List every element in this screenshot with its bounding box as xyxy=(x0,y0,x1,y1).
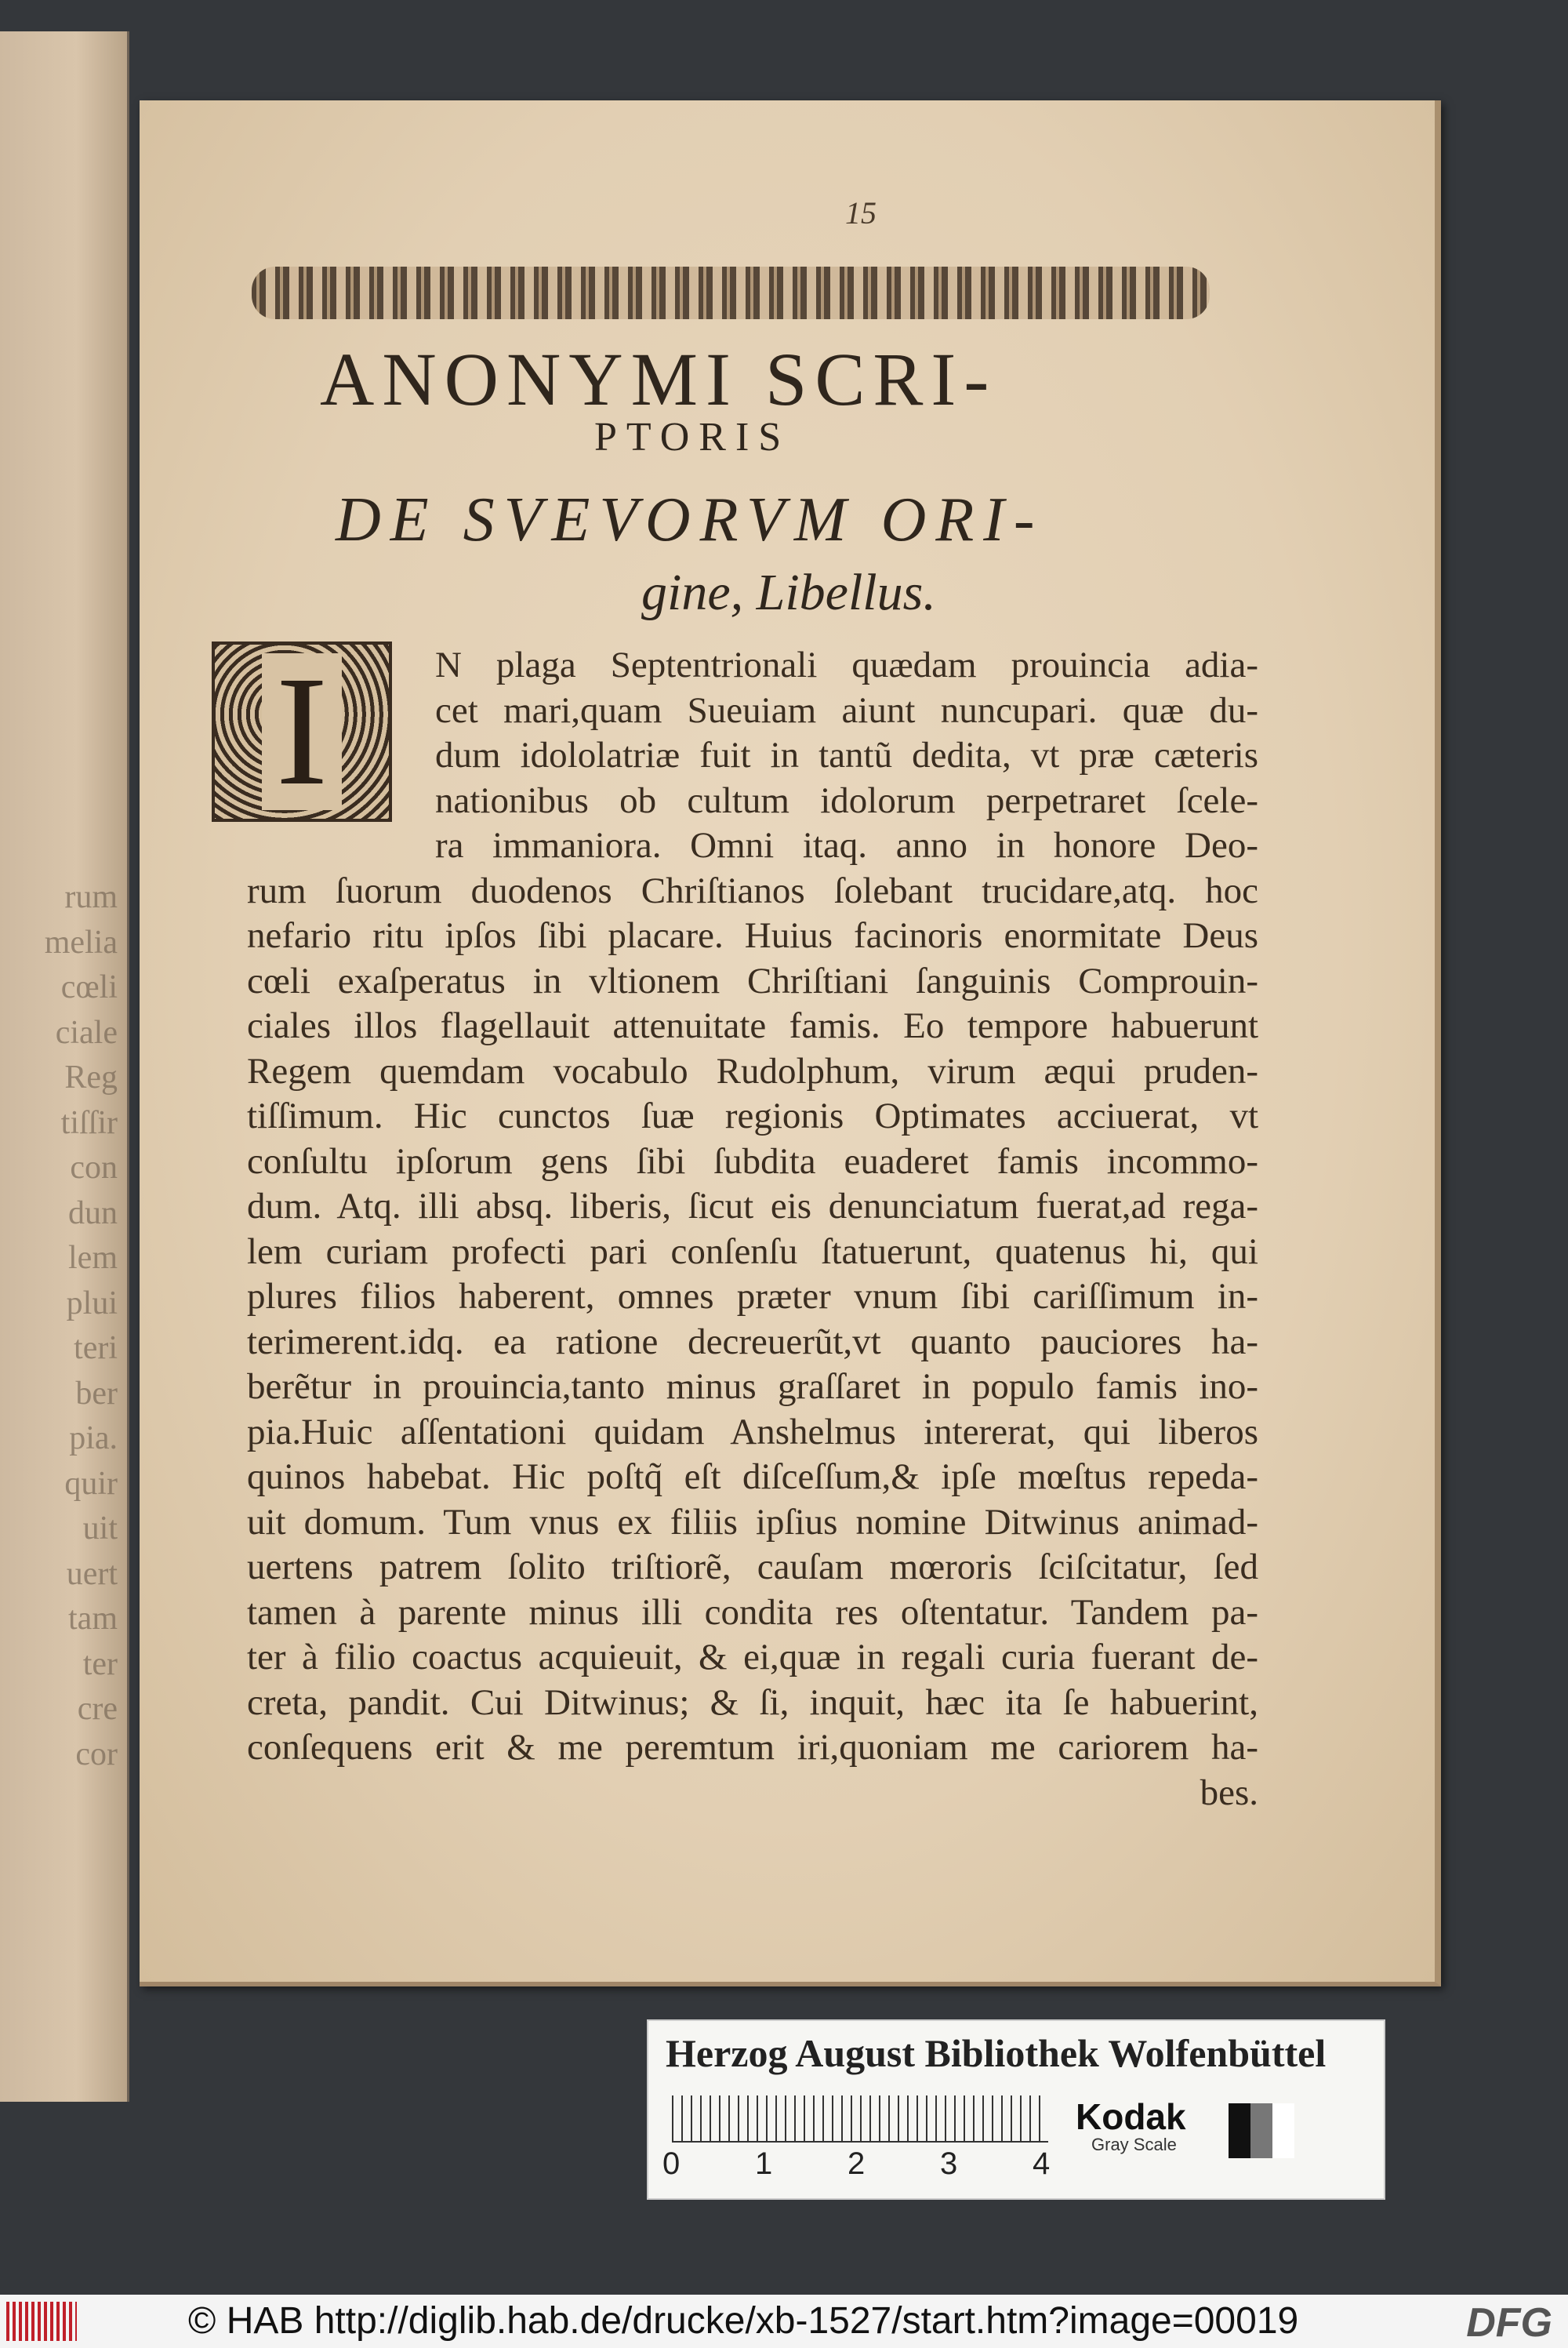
text-line: ra immaniora. Omni itaq. anno in honore Deo- xyxy=(435,825,1258,866)
hab-logo-icon xyxy=(6,2302,77,2341)
text-line: pia.Huic aſſentationi quidam Anshelmus intererat, qui liberos xyxy=(247,1411,1258,1452)
ruler-number: 4 xyxy=(1033,2146,1051,2181)
ruler-scale xyxy=(672,2095,1048,2143)
title-line-1: ANONYMI SCRI- xyxy=(320,337,997,421)
text-line: N plaga Septentrionali quædam prouincia adia- xyxy=(435,645,1258,685)
footer-url[interactable]: © HAB http://diglib.hab.de/drucke/xb-1527/start.htm?image=00019 xyxy=(188,2300,1299,2342)
left-page-fragment: tam xyxy=(68,1601,118,1637)
text-line: creta, pandit. Cui Ditwinus; & ſi, inquit, hæc ita ſe habuerint, xyxy=(247,1681,1258,1723)
text-line: terimerent.idq. ea ratione decreuerũt,vt quanto pauciores ha- xyxy=(247,1321,1258,1362)
text-line: lem curiam profecti pari conſenſu ſtatuerunt, quatenus hi, qui xyxy=(247,1230,1258,1272)
text-line: cet mari,quam Sueuiam aiunt nuncupari. quæ du- xyxy=(435,689,1258,731)
dfg-logo: DFG xyxy=(1466,2300,1552,2346)
left-page-fragment: cœli xyxy=(60,969,118,1005)
text-line: uit domum. Tum vnus ex filiis ipſius nomine Ditwinus animad- xyxy=(247,1501,1258,1543)
text-line: conſequens erit & me peremtum iri,quoniam me cariorem ha- xyxy=(247,1727,1258,1768)
text-line: rum ſuorum duodenos Chriſtianos ſolebant trucidare,atq. hoc xyxy=(247,870,1258,911)
text-line: nationibus ob cultum idolorum perpetraret ſcele- xyxy=(435,780,1258,821)
book-page xyxy=(140,100,1441,1986)
text-line: ter à filio coactus acquieuit, & ei,quæ in regali curia fuerant de- xyxy=(247,1637,1258,1677)
left-page-fragment: ciale xyxy=(55,1014,118,1051)
left-page-fragment: lem xyxy=(68,1240,118,1276)
left-page-fragment: plui xyxy=(66,1285,118,1321)
text-line: plures filios haberent, omnes præter vnum ſibi cariſſimum in- xyxy=(247,1276,1258,1317)
text-line: dum idololatriæ fuit in tantũ dedita, vt præ cæteris xyxy=(435,735,1258,776)
kodak-brand: Kodak xyxy=(1076,2096,1186,2137)
left-page-fragment: pia. xyxy=(69,1420,118,1456)
footer-bar xyxy=(0,2295,1568,2348)
left-page-fragment: quir xyxy=(64,1465,118,1502)
left-page xyxy=(0,31,129,2102)
body-text xyxy=(247,643,1258,1816)
text-line: tiſſimum. Hic cunctos ſuæ regionis Optimates acciuerat, vt xyxy=(247,1096,1258,1136)
initial-letter: I xyxy=(262,653,343,810)
left-page-fragment: teri xyxy=(74,1330,118,1366)
gray-patches xyxy=(1229,2103,1294,2158)
text-line: cœli exaſperatus in vltionem Chriſtiani ſanguinis Comprouin- xyxy=(247,960,1258,1001)
gray-patch xyxy=(1250,2103,1272,2158)
card-title: Herzog August Bibliothek Wolfenbüttel xyxy=(666,2031,1327,2075)
decorative-ornament-band xyxy=(252,267,1210,319)
text-line: Regem quemdam vocabulo Rudolphum, virum æqui pruden- xyxy=(247,1050,1258,1092)
subtitle-line-1: DE SVEVORVM ORI- xyxy=(336,485,1044,554)
text-line: berẽtur in prouincia,tanto minus graſſaret in populo famis ino- xyxy=(247,1366,1258,1407)
gray-scale-label: Gray Scale xyxy=(1091,2135,1177,2154)
text-line: uertens patrem ſolito triſtiorẽ, cauſam mœroris ſciſcitatur, ſed xyxy=(247,1547,1258,1587)
left-page-fragment: cre xyxy=(77,1691,118,1727)
page-number: 15 xyxy=(845,195,877,231)
left-page-fragment: Reg xyxy=(64,1060,118,1096)
ruler-number: 2 xyxy=(848,2146,866,2181)
text-line: tamen à parente minus illi condita res oſtentatur. Tandem pa- xyxy=(247,1591,1258,1633)
left-page-fragment: uit xyxy=(82,1510,118,1547)
text-line: dum. Atq. illi absq. liberis, ſicut eis denunciatum fuerat,ad rega- xyxy=(247,1186,1258,1227)
color-calibration-card xyxy=(647,2019,1385,2200)
ruler-number: 1 xyxy=(755,2146,773,2181)
subtitle-line-2: gine, Libellus. xyxy=(641,564,936,621)
left-page-fragment: cor xyxy=(75,1736,118,1772)
left-page-fragment: melia xyxy=(44,924,118,961)
text-line: nefario ritu ipſos ſibi placare. Huius facinoris enormitate Deus xyxy=(247,915,1258,956)
ruler-number: 0 xyxy=(662,2146,681,2181)
left-page-fragment: tiſſir xyxy=(60,1104,118,1141)
text-line: bes. xyxy=(1200,1772,1258,1813)
text-line: conſultu ipſorum gens ſibi ſubdita euaderet famis incommo- xyxy=(247,1140,1258,1182)
ruler-number: 3 xyxy=(940,2146,958,2181)
gray-patch xyxy=(1272,2103,1294,2158)
left-page-fragment: ter xyxy=(82,1645,118,1682)
left-page-fragment: dun xyxy=(68,1194,118,1231)
text-line: quinos habebat. Hic poſtq̃ eſt diſceſſum,& ipſe mœſtus repeda- xyxy=(247,1456,1258,1497)
left-page-fragment: con xyxy=(70,1150,118,1186)
left-page-fragment: ber xyxy=(75,1375,118,1412)
left-page-fragment: rum xyxy=(64,879,118,915)
text-line: ciales illos flagellauit attenuitate famis. Eo tempore habuerunt xyxy=(247,1005,1258,1046)
title-line-2: PTORIS xyxy=(594,415,791,460)
left-page-fragment: uert xyxy=(66,1555,118,1592)
gray-patch xyxy=(1229,2103,1250,2158)
